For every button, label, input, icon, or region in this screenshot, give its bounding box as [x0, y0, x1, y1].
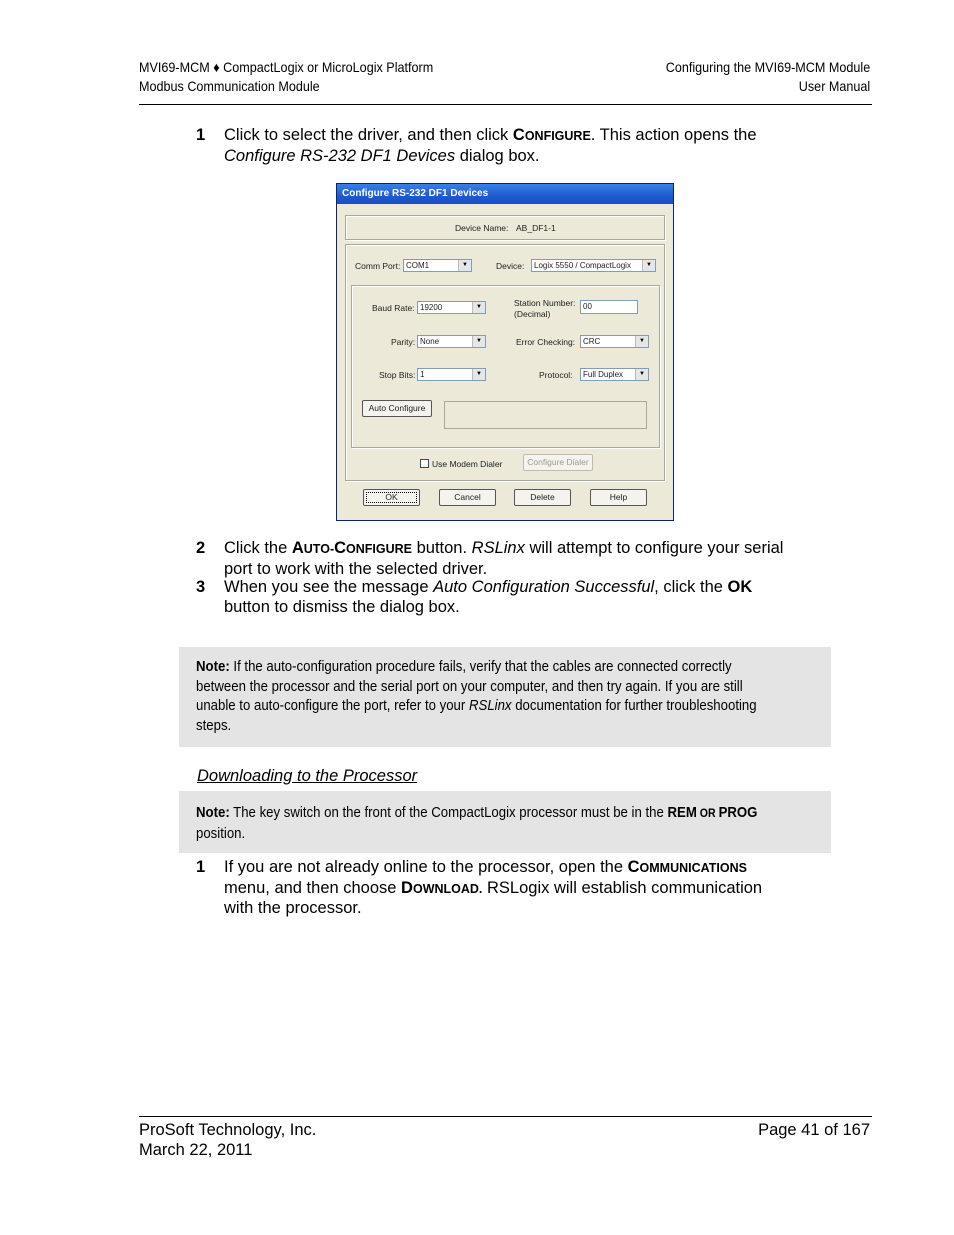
use-modem-dialer-checkbox[interactable]: [420, 459, 429, 468]
note-label: Note:: [196, 804, 230, 821]
station-number-label: Station Number:: [514, 298, 576, 308]
header-product-line: MVI69-MCM ♦ CompactLogix or MicroLogix Platform: [139, 59, 434, 75]
parity-value: None: [420, 337, 440, 346]
device-name-value: AB_DF1-1: [516, 223, 556, 233]
comm-port-select[interactable]: [403, 259, 472, 272]
note-text: [196, 657, 759, 735]
note-label: Note:: [196, 658, 230, 675]
button-term: UTO-: [303, 542, 335, 556]
text: The key switch on the front of the CompactLogix processor must be in the: [229, 804, 668, 821]
parity-select[interactable]: [417, 335, 486, 348]
menu-term: C: [627, 858, 640, 876]
button-term: ONFIGURE: [346, 542, 413, 556]
device-name-label: Device Name:: [455, 223, 509, 233]
comm-port-label: Comm Port:: [355, 261, 401, 271]
note-text: [196, 803, 759, 843]
stop-bits-value: 1: [420, 370, 425, 379]
chevron-down-icon: ▼: [472, 336, 485, 347]
footer-left: [139, 1120, 316, 1160]
note-box-2: [179, 791, 831, 853]
stop-bits-select[interactable]: [417, 368, 486, 381]
configure-dialer-button[interactable]: Configure Dialer: [523, 454, 593, 471]
step-number: 1: [196, 126, 206, 144]
baud-rate-value: 19200: [420, 303, 443, 312]
stop-bits-label: Stop Bits:: [379, 370, 416, 380]
text: Click to select the driver, and then click: [224, 126, 513, 144]
text: dialog box.: [455, 146, 540, 165]
text: Click the: [224, 539, 292, 557]
button-term: A: [291, 539, 304, 557]
header-right: [666, 58, 870, 96]
parity-label: Parity:: [391, 337, 416, 347]
header-module-line: Modbus Communication Module: [139, 78, 320, 94]
error-checking-label: Error Checking:: [516, 337, 576, 347]
menu-term: OWNLOAD.: [412, 881, 483, 896]
chevron-down-icon: ▼: [635, 336, 648, 347]
text: , click the: [654, 578, 728, 596]
chevron-down-icon: ▼: [635, 369, 648, 380]
menu-term: OMMUNICATIONS: [639, 861, 747, 875]
device-name-group: [345, 215, 665, 240]
footer-company: ProSoft Technology, Inc.: [139, 1121, 317, 1139]
step-number: 3: [196, 578, 206, 596]
step-text: [224, 539, 794, 579]
device-select[interactable]: [531, 259, 656, 272]
chevron-down-icon: ▼: [472, 302, 485, 313]
text: . This action opens the: [590, 126, 757, 144]
text: RSLogix will establish communication with the processor.: [224, 878, 763, 917]
header-section-title: Configuring the MVI69-MCM Module: [665, 59, 870, 75]
protocol-select[interactable]: [580, 368, 649, 381]
step-text: [224, 126, 794, 166]
status-message-box: [444, 401, 647, 429]
switch-position: PROG: [718, 804, 758, 821]
device-value: Logix 5550 / CompactLogix: [534, 261, 631, 270]
footer-rule: [139, 1116, 872, 1117]
product-name: RSLinx: [471, 539, 525, 557]
error-checking-select[interactable]: [580, 335, 649, 348]
comm-port-value: COM1: [406, 261, 430, 270]
error-checking-value: CRC: [583, 337, 601, 346]
chevron-down-icon: ▼: [472, 369, 485, 380]
text: If the auto-configuration procedure fails, verify that the cables are connected correctly between the processor and the serial port on your computer, and then try again. If you are still unable to auto-configure the port, refer to your: [196, 658, 743, 715]
text: position.: [196, 824, 246, 842]
menu-term: D: [401, 878, 413, 897]
step-number: 2: [196, 539, 206, 557]
baud-rate-select[interactable]: [417, 301, 486, 314]
header-manual-title: User Manual: [798, 78, 870, 94]
text: When you see the message: [224, 578, 434, 596]
chevron-down-icon: ▼: [458, 260, 471, 271]
step-number: 1: [196, 858, 206, 876]
text: documentation for further troubleshooting steps.: [196, 697, 757, 734]
settings-group: [345, 244, 665, 481]
section-subheading: Downloading to the Processor: [197, 767, 418, 785]
protocol-value: Full Duplex: [583, 370, 624, 379]
auto-configure-button[interactable]: Auto Configure: [362, 400, 432, 417]
footer-date: March 22, 2011: [139, 1141, 253, 1159]
baud-rate-label: Baud Rate:: [372, 303, 415, 313]
serial-settings-group: [351, 285, 660, 448]
dialog-title-bar: Configure RS-232 DF1 Devices: [337, 184, 673, 204]
product-name: RSLinx: [468, 697, 512, 715]
protocol-label: Protocol:: [539, 370, 573, 380]
header-rule: [139, 104, 872, 105]
use-modem-dialer-label: Use Modem Dialer: [432, 459, 503, 469]
device-label: Device:: [496, 261, 525, 271]
page-number: Page 41 of 167: [758, 1121, 870, 1139]
text: button.: [412, 539, 472, 557]
message-name: Auto Configuration Successful: [433, 578, 655, 596]
menu-term: ONFIGURE: [524, 129, 591, 143]
menu-term: C: [512, 126, 525, 144]
text: menu, and then choose: [224, 878, 402, 897]
step-text: [224, 858, 794, 919]
station-number-input[interactable]: 00: [580, 300, 638, 314]
switch-position: REM: [667, 804, 697, 821]
dialog-name: Configure RS-232 DF1 Devices: [224, 146, 456, 165]
configure-dialog: [336, 183, 674, 521]
text: If you are not already online to the processor, open the: [224, 858, 628, 876]
header-left: [139, 58, 433, 96]
button-term: OK: [727, 578, 753, 596]
ok-button[interactable]: OK: [363, 489, 420, 506]
delete-button[interactable]: Delete: [514, 489, 571, 506]
text: will attempt to configure your serial port to work with the selected driver.: [224, 539, 784, 578]
step-text: [224, 578, 794, 617]
note-box: [179, 647, 831, 747]
station-number-sub: (Decimal): [514, 309, 551, 319]
text: OR: [696, 806, 719, 820]
text: button to dismiss the dialog box.: [224, 597, 460, 616]
cancel-button[interactable]: Cancel: [439, 489, 496, 506]
chevron-down-icon: ▼: [642, 260, 655, 271]
help-button[interactable]: Help: [590, 489, 647, 506]
button-term: C: [334, 539, 347, 557]
